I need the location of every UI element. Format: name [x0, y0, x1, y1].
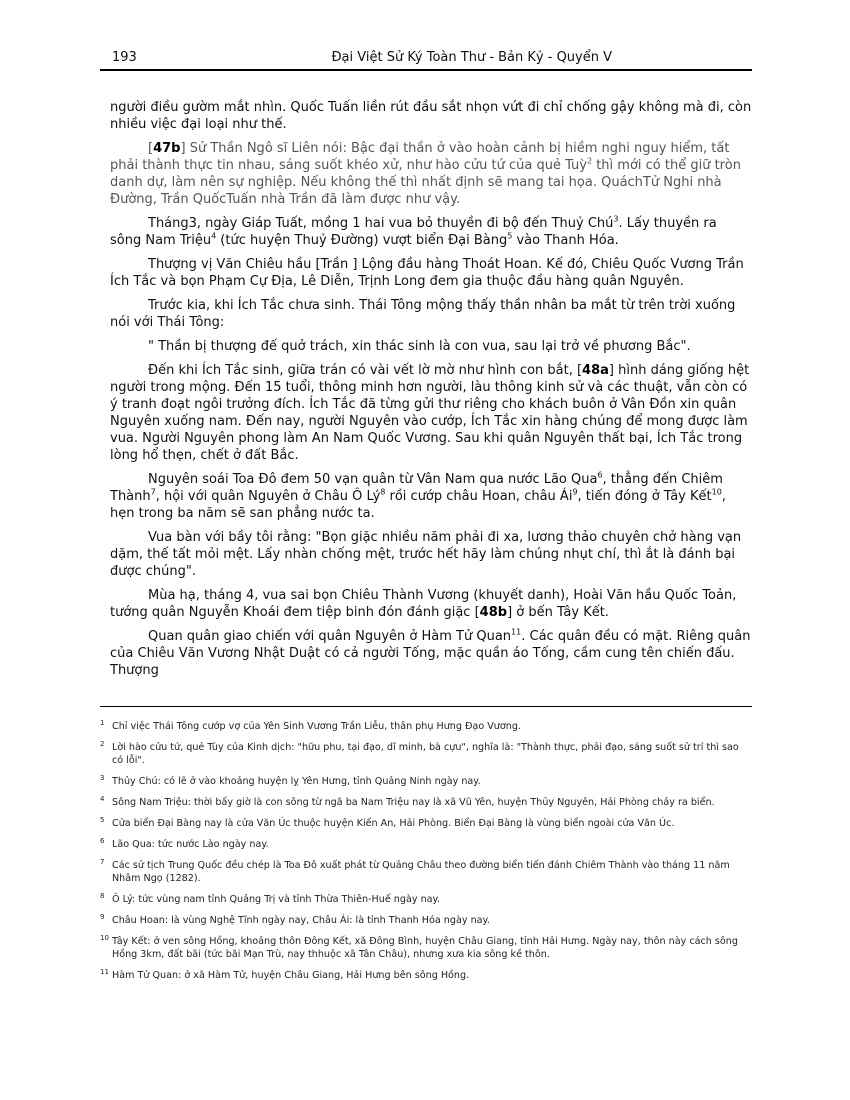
- page-ref-48b: 48b: [479, 605, 508, 620]
- header-rule: [100, 69, 752, 71]
- footnote-1: 1 Chỉ việc Thái Tông cướp vợ của Yên Sinh Vương Trần Liễu, thân phụ Hưng Đạo Vương.: [100, 718, 521, 732]
- p8-text-b: , thẳng đến Chiêm Thành: [110, 472, 723, 504]
- paragraph-11: [110, 628, 752, 679]
- footnote-text: Cửa biển Đại Bàng nay là cửa Văn Úc thuộc huyện Kiến An, Hải Phòng. Biển Đại Bàng là vùng biển ngoài cửa Văn Úc.: [112, 818, 675, 829]
- paragraph-6: " Thần bị thượng đế quở trách, xin thác sinh là con vua, sau lại trở về phương Bắc".: [148, 339, 691, 354]
- p8-text-e: , tiến đóng ở Tây Kết: [577, 489, 712, 504]
- p3-text-a: Tháng3, ngày Giáp Tuất, mồng 1 hai vua bỏ thuyền đi bộ đến Thuỷ Chú: [148, 216, 614, 231]
- p8-text-f: , hẹn trong ba năm sẽ san phẳng nước ta.: [110, 489, 726, 521]
- paragraph-5: Trước kia, khi Ích Tắc chưa sinh. Thái Tông mộng thấy thần nhân ba mắt từ trên trời xuống nói với Thái Tông:: [110, 298, 736, 330]
- footnote-9: 9 Châu Hoan: là vùng Nghệ Tĩnh ngày nay, Châu Ái: là tỉnh Thanh Hóa ngày nay.: [100, 912, 490, 926]
- footnote-separator: [100, 706, 752, 707]
- footnote-2: 2 Lời hào cửu tứ, quẻ Tùy của Kinh dịch: "hữu phu, tại đạo, dĩ minh, bà cựu", nghĩa là: "Thành thực, phải đạo, sáng suốt sử trí thì sao có lỗi".: [100, 739, 739, 766]
- footnote-text: Châu Hoan: là vùng Nghệ Tĩnh ngày nay, Châu Ái: là tỉnh Thanh Hóa ngày nay.: [112, 915, 490, 926]
- footnote-11: 11 Hàm Tử Quan: ở xã Hàm Tử, huyện Châu Giang, Hải Hưng bên sông Hồng.: [100, 967, 470, 981]
- paragraph-9: Vua bàn với bầy tôi rằng: "Bọn giặc nhiều năm phải đi xa, lương thảo chuyên chở hàng vạn dặm, thế tất mỏi mệt. Lấy nhàn chống mệt, trước hết hãy làm chúng nhụt chí, thì ắt là đánh bại được chúng".: [110, 530, 742, 579]
- paragraph-1: người điều gườm mắt nhìn. Quốc Tuấn liền rút đầu sắt nhọn vứt đi chỉ chống gậy không mà đi, còn nhiều việc đại loại như thế.: [110, 100, 752, 132]
- p3-text-c: (tức huyện Thuỷ Đường) vượt biển Đại Bàng: [216, 233, 508, 248]
- footnote-ref-5: 5: [507, 231, 513, 241]
- p11-text-b: . Các quân đều có mặt. Riêng quân của Chiêu Văn Vương Nhật Duật có cả người Tống, mặc quần áo Tống, cầm cung tên chiến đấu. Thượng: [110, 629, 751, 678]
- commentary-text-b: thì mới có thể giữ tròn danh dự, làm nên sự nghiệp. Nếu không thế thì nhất định sẽ mang tai họa. QuáchTử Nghi nhà Đường, Trần QuốcTuấn nhà Trần đã làm được như vậy.: [110, 158, 741, 207]
- footnote-5: 5 Cửa biển Đại Bàng nay là cửa Văn Úc thuộc huyện Kiến An, Hải Phòng. Biển Đại Bàng là vùng biển ngoài cửa Văn Úc.: [100, 815, 675, 829]
- footnote-ref-8: 8: [380, 487, 386, 497]
- p3-text-d: vào Thanh Hóa.: [512, 233, 619, 248]
- p7-text-b: ] hình dáng giống hệt người trong mộng. Đến 15 tuổi, thông minh hơn người, làu thông kinh sử và các thuật, vẫn còn có ý tranh đoạt ngôi trưởng đích. Ích Tắc đã từng gửi thư riêng cho khách buôn ở Vân Đồn xin quân Nguyên xuống nam. Đến nay, người Nguyên vào cướp, Ích Tắc xin hàng chúng để mong được làm vua. Người Nguyên phong làm An Nam Quốc Vương. Sau khi quân Nguyên thất bại, Ích Tắc trong lòng hổ thẹn, chết ở đất Bắc.: [110, 363, 750, 463]
- footnote-3: 3 Thủy Chú: có lẽ ở vào khoảng huyện lỵ Yên Hưng, tỉnh Quảng Ninh ngày nay.: [100, 773, 481, 787]
- p3-text-b: . Lấy thuyền ra sông Nam Triệu: [110, 216, 717, 248]
- paragraph-7: [110, 362, 752, 464]
- footnote-text: Sông Nam Triệu: thời bấy giờ là con sông từ ngã ba Nam Triệu nay là xã Vũ Yên, huyện Thủy Nguyên, Hải Phòng chảy ra biển.: [112, 797, 715, 808]
- p8-text-a: Nguyên soái Toa Đô đem 50 vạn quân từ Vân Nam qua nước Lão Qua: [148, 472, 598, 487]
- footnote-4: 4 Sông Nam Triệu: thời bấy giờ là con sông từ ngã ba Nam Triệu nay là xã Vũ Yên, huyện Thủy Nguyên, Hải Phòng chảy ra biển.: [100, 794, 715, 808]
- footnote-text: Lão Qua: tức nước Lào ngày nay.: [112, 839, 269, 850]
- footnote-ref-3: 3: [613, 214, 619, 224]
- page-number: 193: [112, 50, 137, 65]
- footnote-8: 8 Ô Lý: tức vùng nam tỉnh Quảng Trị và tỉnh Thừa Thiên-Huế ngày nay.: [100, 891, 440, 905]
- p10-text-a: Mùa hạ, tháng 4, vua sai bọn Chiêu Thành Vương (khuyết danh), Hoài Văn hầu Quốc Toản, tướng quân Nguyễn Khoái đem tiệp binh đón đánh giặc [: [110, 588, 737, 620]
- paragraph-3: [110, 215, 752, 249]
- footnote-ref-4: 4: [211, 231, 217, 241]
- paragraph-commentary: [47b] Sử Thần Ngô sĩ Liên nói: Bậc đại thần ở vào hoàn cảnh bị hiềm nghi nguy hiểm, tất phải thành thực tin nhau, sáng suốt khéo xử, như hào cửu tứ của quẻ Tuỳ$^2$ thì mới có thể giữ tròn danh dự, làm nên sự nghiệp. Nếu không thế thì nhất định sẽ mang tai họa. QuáchTử Nghi nhà Đường, Trần QuốcTuấn nhà Trần đã làm được như vậy.: [110, 141, 741, 207]
- paragraph-8: [110, 471, 752, 522]
- p10-text-b: ] ở bến Tây Kết.: [507, 605, 609, 620]
- footnotes: [100, 720, 752, 990]
- paragraph-10: [110, 587, 752, 621]
- footnote-ref-7: 7: [150, 487, 156, 497]
- footnote-text: Ô Lý: tức vùng nam tỉnh Quảng Trị và tỉnh Thừa Thiên-Huế ngày nay.: [112, 894, 440, 905]
- footnote-text: Chỉ việc Thái Tông cướp vợ của Yên Sinh Vương Trần Liễu, thân phụ Hưng Đạo Vương.: [112, 721, 521, 732]
- main-text: [110, 99, 752, 686]
- footnote-text: Hàm Tử Quan: ở xã Hàm Tử, huyện Châu Giang, Hải Hưng bên sông Hồng.: [112, 970, 470, 981]
- p8-text-d: rồi cướp châu Hoan, châu Ái: [385, 489, 573, 504]
- page-ref-47b: 47b: [153, 141, 181, 156]
- footnote-text: Các sử tịch Trung Quốc đều chép là Toa Đô xuất phát từ Quảng Châu theo đường biển tiến đánh Chiêm Thành vào tháng 11 năm Nhâm Ngọ (1282).: [112, 860, 730, 884]
- footnote-text: Thủy Chú: có lẽ ở vào khoảng huyện lỵ Yên Hưng, tỉnh Quảng Ninh ngày nay.: [112, 776, 481, 787]
- page-ref-48a: 48a: [582, 363, 609, 378]
- footnote-7: 7 Các sử tịch Trung Quốc đều chép là Toa Đô xuất phát từ Quảng Châu theo đường biển tiến đánh Chiêm Thành vào tháng 11 năm Nhâm Ngọ (1282).: [100, 857, 730, 884]
- footnote-10: 10 Tây Kết: ở ven sông Hồng, khoảng thôn Đông Kết, xã Đông Bình, huyện Châu Giang, tỉnh Hải Hưng. Ngày nay, thôn này cách sông Hồng 3km, đất bãi (tức bãi Mạn Trù, nay thhuộc xã Tân Châu), nhưng xưa kia sông kề thôn.: [100, 933, 738, 960]
- book-title: Đại Việt Sử Ký Toàn Thư - Bản Kỷ - Quyển V: [331, 50, 612, 65]
- running-header: [100, 50, 752, 70]
- p11-text-a: Quan quân giao chiến với quân Nguyên ở Hàm Tử Quan: [148, 629, 512, 644]
- paragraph-4: Thượng vị Văn Chiêu hầu [Trần ] Lộng đầu hàng Thoát Hoan. Kế đó, Chiêu Quốc Vương Trần Ích Tắc và bọn Phạm Cự Địa, Lê Diễn, Trịnh Long đem gia thuộc đầu hàng quân Nguyên.: [110, 257, 744, 289]
- footnote-ref-2: 2: [586, 156, 593, 166]
- footnote-text: Lời hào cửu tứ, quẻ Tùy của Kinh dịch: "hữu phu, tại đạo, dĩ minh, bà cựu", nghĩa là: "Thành thực, phải đạo, sáng suốt sử trí thì sao có lỗi".: [112, 742, 739, 766]
- footnote-ref-9: 9: [572, 487, 578, 497]
- footnote-text: Tây Kết: ở ven sông Hồng, khoảng thôn Đông Kết, xã Đông Bình, huyện Châu Giang, tỉnh Hải Hưng. Ngày nay, thôn này cách sông Hồng 3km, đất bãi (tức bãi Mạn Trù, nay thhuộc xã Tân Châu), nhưng xưa kia sông kề thôn.: [112, 936, 738, 960]
- footnote-ref-10: 10: [711, 487, 722, 497]
- p7-text-a: Đến khi Ích Tắc sinh, giữa trán có vài vết lờ mờ như hình con bắt, [: [148, 363, 583, 378]
- footnote-ref-11: 11: [511, 627, 522, 637]
- p8-text-c: , hội với quân Nguyên ở Châu Ô Lý: [155, 489, 381, 504]
- footnote-ref-6: 6: [597, 470, 603, 480]
- commentary-text-a: Sử Thần Ngô sĩ Liên nói: Bậc đại thần ở vào hoàn cảnh bị hiềm nghi nguy hiểm, tất phải thành thực tin nhau, sáng suốt khéo xử, như hào cửu tứ của quẻ Tuỳ: [110, 141, 730, 173]
- footnote-6: 6 Lão Qua: tức nước Lào ngày nay.: [100, 836, 269, 850]
